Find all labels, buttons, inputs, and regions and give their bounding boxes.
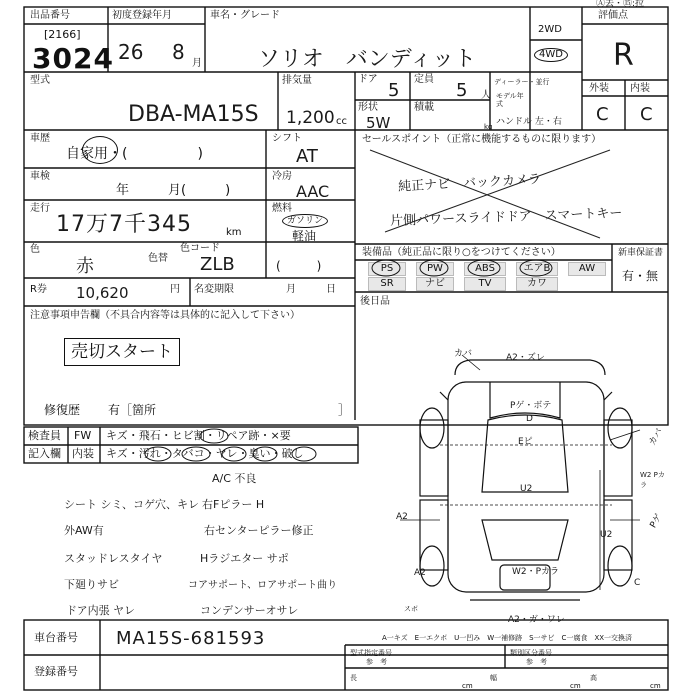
shape-label: 形状 [358, 102, 378, 113]
diag-label-9: Pゲ [648, 512, 665, 531]
inspection-value: 年 月( ) [116, 183, 231, 198]
color-label: 色 [30, 244, 40, 255]
drive-4wd: 4WD [534, 48, 568, 62]
top-right-note: Ⓐ去・⑮:拉 [596, 0, 645, 9]
equip-airbag: エアB [516, 262, 558, 276]
ref-sub-2: 参 考 [526, 658, 547, 666]
equip-tv: TV [464, 277, 506, 291]
remark-9: コアサポート、ロアサポート曲り [188, 580, 338, 591]
interior-score: C [640, 104, 653, 125]
diag-label-7: カバ [647, 426, 666, 448]
color-swap-label: 色替 [148, 253, 168, 264]
fuel-gas: ガソリン [282, 214, 328, 228]
equipment-title: 装備品（純正品に限り○をつけてください） [362, 247, 561, 258]
width-unit: cm [570, 682, 581, 690]
capacity-value: 5 [456, 80, 468, 101]
inspector-row2-items: キズ・汚れ・タバコ・ヤレ・臭い・破し [106, 447, 304, 460]
model-year-label: モデル年式 [496, 92, 524, 108]
remark-10: ドア内張 ヤレ [66, 604, 136, 617]
repair-label: 修復歴 [44, 403, 81, 417]
reg-year-label: 初度登録年月 [112, 10, 172, 21]
reg-year: 26 [118, 40, 144, 64]
diag-label-16: A2・ガ・ワレ [508, 615, 565, 625]
chassis-value: MA15S-681593 [116, 628, 266, 649]
remark-7: Hラジエター サポ [200, 552, 289, 565]
shift-label: シフト [272, 133, 302, 144]
ac-label: 冷房 [272, 171, 292, 182]
diag-label-11: U2 [600, 530, 613, 540]
damage-legend: A一キズ E一エクボ U一凹み W一補修跡 S一サビ C一腐食 XX一交換済 [382, 634, 633, 642]
model-label: 型式 [30, 75, 50, 86]
door-value: 5 [388, 80, 400, 101]
name-limit-label: 名変期限 [194, 284, 234, 295]
diag-label-12: W2・Pカラ [512, 567, 560, 577]
remark-1: A/C 不良 [212, 472, 257, 485]
diag-label-1: カバ [454, 349, 473, 359]
color-value: 赤 [76, 256, 94, 277]
remark-4: 外AW有 [64, 524, 104, 537]
owner-label: 後日品 [360, 296, 390, 307]
diag-label-5: Eピ [518, 437, 533, 447]
diag-label-10: A2 [396, 512, 408, 522]
load-label: 積載 [414, 102, 434, 113]
name-label: 車名・グレード [210, 10, 280, 21]
sales-line1: 純正ナビ バックカメラ [397, 172, 542, 195]
lot-label: 出品番号 [30, 10, 70, 21]
door-label: ドア [358, 74, 378, 85]
equip-navi: ナビ [416, 277, 454, 291]
capacity-unit: 人 [481, 90, 491, 101]
history-value: 自家用・( ) [66, 146, 203, 162]
reg-month: 8 [172, 40, 185, 64]
displacement-unit: cc [336, 116, 347, 127]
height-unit: cm [650, 682, 661, 690]
inspection-label: 車検 [30, 171, 50, 182]
remark-5: 右センターピラー修正 [204, 524, 314, 537]
diag-label-2: A2・ズレ [506, 353, 545, 363]
fuel-diesel: 軽油 [292, 229, 317, 243]
shift-value: AT [296, 146, 318, 167]
remark-3: 右Fピラー H [202, 498, 265, 511]
recycle-label: R券 [30, 284, 47, 295]
remark-2: シート シミ、コゲ穴、キレ [64, 498, 199, 511]
car-name: ソリオ バンディット [258, 47, 477, 72]
grade-label: 評価点 [598, 10, 628, 21]
interior-label: 内装 [630, 83, 650, 94]
exterior-label: 外装 [589, 83, 609, 94]
sales-title: セールスポイント（正常に機能するものに限ります） [362, 134, 602, 145]
diag-label-4: D [526, 414, 533, 424]
recycle-value: 10,620 [76, 284, 129, 302]
inspector-label2: 記入欄 [28, 447, 61, 460]
repair-close: ］ [338, 403, 351, 417]
history-label: 車歴 [30, 133, 50, 144]
fuel-other: ( ) [276, 259, 322, 273]
mileage-value: 17万7千345 [56, 212, 192, 237]
inspector-row1-items: キズ・飛石・ヒビ割・リペア跡・×要 [106, 429, 291, 442]
repair-value: 有［箇所 [108, 403, 157, 417]
reg-number-label: 登録番号 [34, 665, 78, 678]
notes-stamp: 売切スタート [64, 338, 180, 366]
lot-code: [2166] [44, 28, 81, 41]
equip-sr: SR [368, 277, 406, 291]
width-label: 幅 [490, 674, 497, 682]
mileage-unit: km [226, 227, 242, 238]
inspector-row2-tag: 内装 [72, 447, 94, 460]
load-unit: kg [484, 123, 493, 131]
diag-label-15: スボ [404, 605, 418, 613]
remark-6: スタッドレスタイヤ [64, 552, 163, 565]
warranty-value: 有・無 [622, 269, 659, 283]
color-code-value: ZLB [200, 254, 235, 275]
shape-value: 5W [366, 114, 391, 132]
warranty-label: 新車保証書 [618, 248, 664, 258]
remark-8: 下廻りサビ [64, 578, 119, 591]
handle-label: ハンドル 左・右 [496, 117, 562, 127]
lot-number: 3024 [32, 42, 114, 75]
ref-label-1: 型式指定番号 [350, 649, 392, 657]
capacity-label: 定員 [414, 74, 434, 85]
diag-label-8: W2 Pカラ [640, 471, 665, 489]
diag-label-13: A2 [414, 568, 426, 578]
notes-title: 注意事項申告欄（不具合内容等は具体的に記入して下さい） [30, 310, 300, 321]
inspector-row1-tag: FW [74, 429, 92, 442]
sales-line2: 片側パワースライドドア スマートキー [389, 205, 623, 230]
diag-label-14: C [634, 578, 641, 588]
fuel-label: 燃料 [272, 203, 292, 214]
dealer-label: ディーラー・並行 [494, 78, 550, 86]
exterior-score: C [596, 104, 609, 125]
equip-pw: PW [416, 262, 454, 276]
mileage-label: 走行 [30, 203, 50, 214]
color-code-label: 色コード [180, 243, 220, 254]
ref-sub-1: 参 考 [366, 658, 387, 666]
equip-abs: ABS [464, 262, 506, 276]
reg-month-unit: 月 [192, 58, 202, 69]
diag-label-6: U2 [520, 484, 533, 494]
equip-ps: PS [368, 262, 406, 276]
name-limit-value: 月 日 [286, 284, 336, 295]
diag-label-3: Pゲ・ボテ [510, 401, 552, 411]
inspector-label1: 検査員 [28, 429, 61, 442]
recycle-unit: 円 [170, 284, 180, 295]
displacement-label: 排気量 [282, 75, 312, 86]
equip-aw: AW [568, 262, 606, 276]
model-value: DBA-MA15S [128, 102, 259, 127]
remark-11: コンデンサーオサレ [200, 604, 299, 617]
length-label: 長 [350, 674, 357, 682]
chassis-label: 車台番号 [34, 631, 78, 644]
displacement-value: 1,200 [286, 108, 335, 128]
ac-value: AAC [296, 182, 330, 201]
grade-value: R [613, 38, 634, 73]
equip-leather: カワ [516, 277, 558, 291]
ref-label-2: 類別区分番号 [510, 649, 552, 657]
drive-2wd: 2WD [538, 24, 562, 35]
length-unit: cm [462, 682, 473, 690]
height-label: 高 [590, 674, 597, 682]
